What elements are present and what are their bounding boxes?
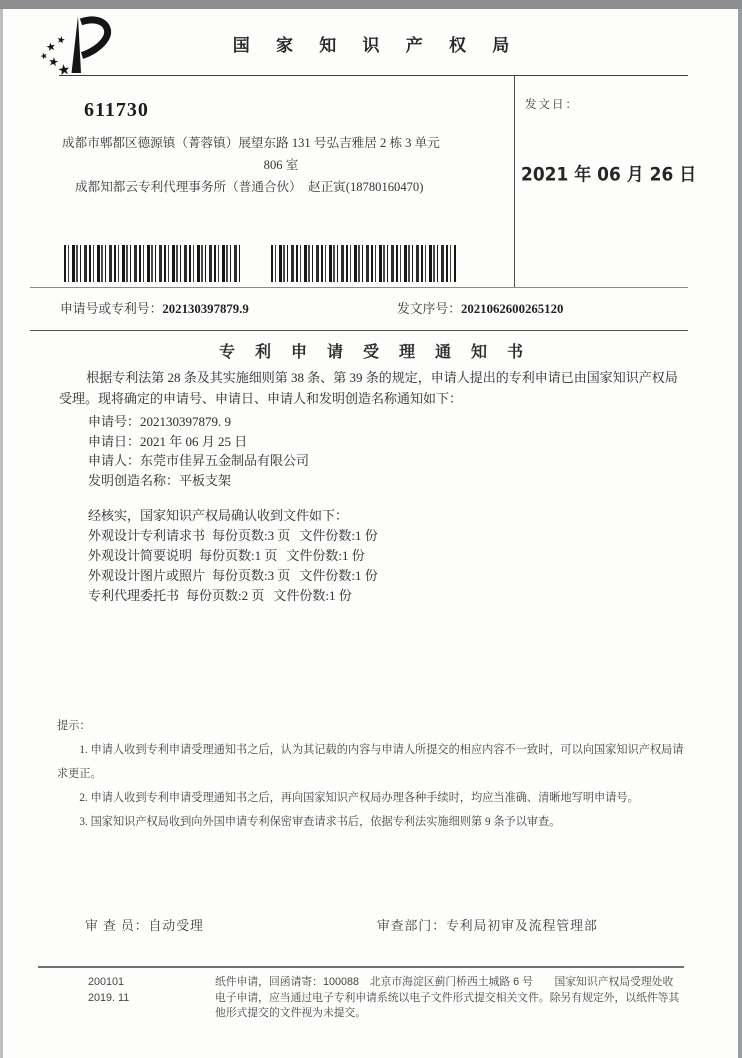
barcode-1 xyxy=(64,245,240,282)
issue-date-value: 2021 年 06 月 26 日 xyxy=(521,164,697,186)
tips-block xyxy=(57,714,694,834)
file-pages: 每份页数:1 页 xyxy=(199,547,278,563)
file-copies: 文件份数:1 份 xyxy=(286,547,365,563)
received-files-block xyxy=(88,506,690,605)
department-label: 审查部门： xyxy=(377,919,446,933)
field-label: 申请号： xyxy=(88,414,141,429)
department-value: 专利局初审及流程管理部 xyxy=(445,919,598,933)
received-intro: 经核实，国家知识产权局确认收到文件如下： xyxy=(88,508,349,524)
field-label: 发明创造名称： xyxy=(88,472,180,488)
field-label: 申请人： xyxy=(88,453,141,469)
file-name: 外观设计图片或照片 xyxy=(88,567,206,583)
field-application-number xyxy=(88,412,690,432)
org-title: 国 家 知 识 产 权 局 xyxy=(232,36,521,55)
footer-codes xyxy=(88,975,129,1006)
scan-edge-right xyxy=(738,9,742,1058)
scan-edge-top xyxy=(0,0,742,9)
file-pages: 每份页数:3 页 xyxy=(212,528,291,544)
file-copies: 文件份数:1 份 xyxy=(273,587,352,603)
divider-above-reference xyxy=(30,287,688,288)
examiner-row xyxy=(85,915,204,934)
field-value: 东莞市佳昇五金制品有限公司 xyxy=(140,453,310,469)
file-name: 外观设计专利请求书 xyxy=(88,528,206,544)
doc-code: 611730 xyxy=(84,99,149,121)
footer-form-code: 200101 xyxy=(88,976,125,988)
file-pages: 每份页数:3 页 xyxy=(212,567,291,583)
agency-line: 成都知都云专利代理事务所（普通合伙） 赵正寅(18780160470) xyxy=(75,180,424,194)
field-value: 平板支架 xyxy=(179,472,232,488)
address-line-2: 806 室 xyxy=(263,157,299,172)
field-invention-title xyxy=(88,471,690,491)
notice-intro: 根据专利法第 28 条及其实施细则第 38 条、第 39 条的规定，申请人提出的专利申请已由国家知识产权局受理。现将确定的申请号、申请日、申请人和发明创造名称通知如下： xyxy=(59,370,678,406)
application-number-value: 202130397879.9 xyxy=(162,302,249,316)
application-number-row xyxy=(60,298,249,317)
file-pages: 每份页数:2 页 xyxy=(186,587,265,603)
department-row xyxy=(377,915,598,934)
file-copies: 文件份数:1 份 xyxy=(299,567,378,583)
divider-below-reference xyxy=(30,330,688,331)
tip-item: 2. 申请人收到专利申请受理通知书之后，再向国家知识产权局办理各种手续时，均应当准确、清晰地写明申请号。 xyxy=(79,792,639,804)
footer-notes xyxy=(215,975,685,1022)
field-applicant xyxy=(88,451,690,471)
serial-number-value: 2021062600265120 xyxy=(460,302,564,316)
scan-edge-left xyxy=(0,9,3,1058)
tip-item: 3. 国家知识产权局收到向外国申请专利保密审查请求书后，依据专利法实施细则第 9 条予以审查。 xyxy=(79,816,561,828)
tip-item: 1. 申请人收到专利申请受理通知书之后，认为其记载的内容与申请人所提交的相应内容不一致时，可以向国家知识产权局请求更正。 xyxy=(57,744,684,780)
file-name: 专利代理委托书 xyxy=(88,587,180,603)
examiner-label: 审 查 员： xyxy=(85,919,149,933)
serial-number-row xyxy=(397,298,563,317)
file-row xyxy=(88,526,690,546)
tips-title: 提示： xyxy=(57,720,91,732)
issue-date-label: 发文日： xyxy=(525,99,579,111)
header-divider xyxy=(59,75,688,76)
footer-note-electronic: 电子申请，应当通过电子专利申请系统以电子文件形式提交相关文件。除另有规定外，以纸件等其他形式提交的文件视为未提交。 xyxy=(215,991,680,1019)
file-name: 外观设计简要说明 xyxy=(88,547,193,563)
notice-title: 专 利 申 请 受 理 通 知 书 xyxy=(218,344,531,361)
footer-form-version: 2019. 11 xyxy=(88,991,130,1004)
recipient-address-block xyxy=(62,133,500,199)
file-row xyxy=(88,566,690,586)
footer-note-paper: 纸件申请，回函请寄：100088 北京市海淀区蓟门桥西土城路 6 号 国家知识产权局受理处收 xyxy=(215,976,674,988)
examiner-value: 自动受理 xyxy=(148,919,204,933)
application-number-label: 申请号或专利号： xyxy=(60,302,163,316)
field-application-date xyxy=(88,432,690,452)
field-label: 申请日： xyxy=(88,433,141,449)
issue-box-divider xyxy=(514,75,515,288)
field-value: 2021 年 06 月 25 日 xyxy=(140,433,248,449)
field-value: 202130397879. 9 xyxy=(140,414,232,429)
application-fields xyxy=(88,412,690,490)
notice-body xyxy=(59,367,690,605)
address-line-1: 成都市郫都区德源镇（菁蓉镇）展望东路 131 号弘吉雅居 2 栋 3 单元 xyxy=(62,136,440,150)
serial-number-label: 发文序号： xyxy=(397,302,461,316)
barcode-2 xyxy=(271,245,456,282)
file-copies: 文件份数:1 份 xyxy=(299,528,378,544)
footer-divider xyxy=(38,966,684,968)
file-row xyxy=(88,546,690,566)
file-row xyxy=(88,586,690,606)
